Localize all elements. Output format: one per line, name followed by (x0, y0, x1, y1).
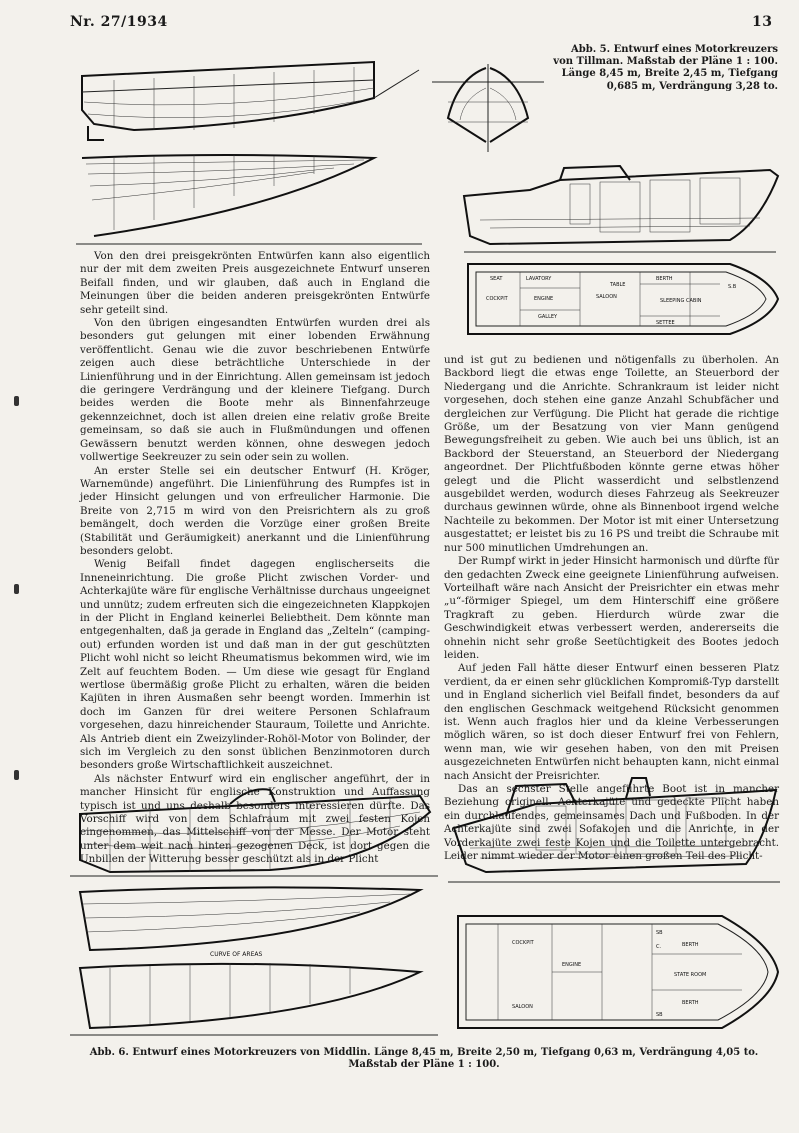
punch-hole-mark (14, 770, 19, 780)
fig5-deck-plan (460, 258, 780, 340)
paragraph: An erster Stelle sei ein deutscher Entwurf (H. Kröger, Warnemünde) angeführt. Die Linienführung des Rumpfes ist in jeder Hinsicht gelungen und von erfreulicher Harmonie. Die Breite von 2,715 m wird von den Preisrichtern als zu groß bemängelt, doch werden die Vorzüge einer großen Breite (Stabilität und Geräumigkeit) anerkannt und die Linienführung besonders gelobt. (80, 464, 430, 557)
left-column-text (80, 250, 430, 866)
label-berth: BERTH (682, 942, 699, 948)
label-sb: SB (656, 930, 663, 936)
label-cockpit: COCKPIT (486, 296, 508, 302)
label-seat: SEAT (490, 276, 503, 282)
paragraph: Von den drei preisgekrönten Entwürfen kann also eigentlich nur der mit dem zweiten Preis ausgezeichnete Entwurf unseren Beifall finden, und wir glauben, daß auch in England die Meinungen über die beiden anderen preisgekrönten Entwürfe sehr geteilt sind. (80, 250, 430, 316)
fig6-deck-plan (452, 904, 782, 1040)
fig5-profile (460, 160, 780, 256)
label-curve-of-areas: CURVE OF AREAS (210, 951, 263, 958)
paragraph: Auf jeden Fall hätte dieser Entwurf einen besseren Platz verdient, da er einen sehr glücklichen Kompromiß-Typ darstellt und in England sicherlich viel Beifall findet, besonders da auf den englischen Geschmack weitgehend Rücksicht genommen ist. Wenn auch fraglos hier und da kleine Verbesserungen möglich wären, so ist doch dieser Entwurf frei von Fehlern, wenn man, wie wir gesehen haben, von den mit Preisen ausgezeichneten Entwürfen nicht behaupten kann, nicht einmal nach Ansicht der Preisrichter. (444, 662, 779, 782)
label-saloon: SALOON (596, 294, 617, 300)
label-galley: GALLEY (538, 314, 558, 320)
paragraph: Wenig Beifall findet dagegen englischerseits die Inneneinrichtung. Die große Plicht zwischen Vorder- und Achterkajüte wäre für englische Verhältnisse durchaus ungeeignet und unnütz; zudem erfreuten sich die eingezeichneten Klappkojen in der Plicht in England keinerlei Beliebtheit. Dem könnte man entgegenhalten, daß ja gerade in England das „Zelteln“ (camping-out) erfunden worden ist und daß man in der gut geschützten Plicht wohl nicht so leicht Rheumatismus bekommen wird, wie im Zelt auf feuchtem Boden. — Um diese wie gesagt für England wertlose übermäßig große Plicht zu erhalten, wären die beiden Kajüten in ihren Ausmaßen sehr beengt worden. Immerhin ist doch im Ganzen für drei weitere Personen Schlafraum vorgesehen, dazu hinreichender Stauraum, Toilette und Anrichte. Als Antrieb dient ein Zweizylinder-Rohöl-Motor von Bolinder, der sich im Vergleich zu den sonst üblichen Benzinmotoren durch besonders große Wirtschaftlichkeit auszeichnet. (80, 558, 430, 772)
fig6-caption: Abb. 6. Entwurf eines Motorkreuzers von Middlin. Länge 8,45 m, Breite 2,50 m, Tiefgang 0,63 m, Verdrängung 4,05 to. Maßstab der Pläne 1 : 100. (89, 1047, 759, 1071)
paragraph: Der Rumpf wirkt in jeder Hinsicht harmonisch und dürfte für den gedachten Zweck eine geeignete Linienführung aufweisen. Vorteilhaft wäre nach Ansicht der Preisrichter ein etwas mehr „u“-förmiger Spiegel, um dem Hinterschiff eine größere Tragkraft zu geben. Hierdurch würde zwar die Geschwindigkeit etwas verbessert werden, andererseits die ohnehin nicht sehr große Seetüchtigkeit des Bootes jedoch leiden. (444, 555, 779, 661)
fig6-profile (446, 776, 782, 898)
label-table: TABLE (610, 282, 626, 288)
label-sleeping-cabin: SLEEPING CABIN (660, 298, 702, 304)
label-c: C. (656, 944, 662, 950)
fig5-caption: Abb. 5. Entwurf eines Motorkreuzers von Tillman. Maßstab der Pläne 1 : 100. Länge 8,45 m, Breite 2,45 m, Tiefgang 0,685 m, Verdrängung 3,28 to. (553, 44, 778, 92)
label-sb: SB (656, 1012, 663, 1018)
fig5-lines-plan (74, 40, 424, 245)
issue-number: Nr. 27/1934 (70, 14, 168, 30)
fig6-lines-plan (70, 772, 440, 1040)
paragraph: und ist gut zu bedienen und nötigenfalls zu überholen. An Backbord liegt die etwas enge Toilette, an Steuerbord der Niedergang und die Anrichte. Schrankraum ist leider nicht vorgesehen, doch stehen eine ganze Anzahl Schubfächer und dergleichen zur Verfügung. Die Plicht hat gerade die richtige Größe, um der Besatzung von vier Mann genügend Bewegungsfreiheit zu geben. Wie auch bei uns üblich, ist an Backbord der Steuerstand, an Steuerbord der Niedergang angeordnet. Der Plichtfußboden könnte gerne etwas höher gelegt und die Plicht wasserdicht und selbstlenzend ausgebildet werden, wodurch dieses Fahrzeug als Seekreuzer durchaus gewinnen würde, ohne als Binnenboot irgend welche Nachteile zu bekommen. Der Motor ist mit einer Untersetzung ausgestattet; er leistet bis zu 16 PS und treibt die Schraube mit nur 500 minutlichen Umdrehungen an. (444, 354, 779, 554)
punch-hole-mark (14, 584, 19, 594)
punch-hole-mark (14, 396, 19, 406)
label-engine: ENGINE (562, 962, 582, 968)
label-cockpit: COCKPIT (512, 940, 534, 946)
label-engine: ENGINE (534, 296, 554, 302)
label-berth: BERTH (682, 1000, 699, 1006)
label-berth: BERTH (656, 276, 673, 282)
label-saloon: SALOON (512, 1004, 533, 1010)
paragraph: Von den übrigen eingesandten Entwürfen wurden drei als besonders gut gelungen mit einer lobenden Erwähnung veröffentlicht. Genau wie die zuvor beschriebenen Entwürfe zeigen auch diese beträchtliche Unterschiede in der Linienführung und in der Einrichtung. Allen gemeinsam ist jedoch die geringere Verdrängung und der kleinere Tiefgang. Durch beides werden die Boote mehr als Binnenfahrzeuge gekennzeichnet, doch ist allen dreien eine relativ große Breite gemeinsam, so daß sie auch in Flußmündungen und offenen Gewässern benutzt werden können, ohne deswegen jedoch vollwertige Seekreuzer zu sein oder sein zu wollen. (80, 317, 430, 464)
label-settee: SETTEE (656, 320, 675, 326)
right-column-text (444, 354, 779, 863)
paragraph: Das an sechster Stelle angeführte Boot ist in mancher Beziehung originell. Achterkajüte und gedeckte Plicht haben ein durchlaufendes, gemeinsames Dach und Fußboden. In der Achterkajüte sind zwei Sofakojen und die Anrichte, in der Vorderkajüte zwei feste Kojen und die Toilette untergebracht. Leider nimmt wieder der Motor einen großen Teil des Plicht- (444, 783, 779, 863)
label-lavatory: LAVATORY (526, 276, 552, 282)
label-state-room: STATE ROOM (674, 972, 707, 978)
label-sb: S.B (728, 284, 737, 290)
page-number: 13 (752, 14, 773, 30)
paragraph: Als nächster Entwurf wird ein englischer angeführt, der in mancher Hinsicht für englische Konstruktion und Auffassung typisch ist und uns deshalb besonders interessieren dürfte. Das Vorschiff wird von dem Schlafraum mit zwei festen Kojen eingenommen, das Mittelschiff von der Messe. Der Motor steht unter dem weit nach hinten gezogenen Deck, ist dort gegen die Unbillen der Witterung besser geschützt als in der Plicht (80, 772, 430, 866)
fig5-body-plan (428, 58, 548, 154)
